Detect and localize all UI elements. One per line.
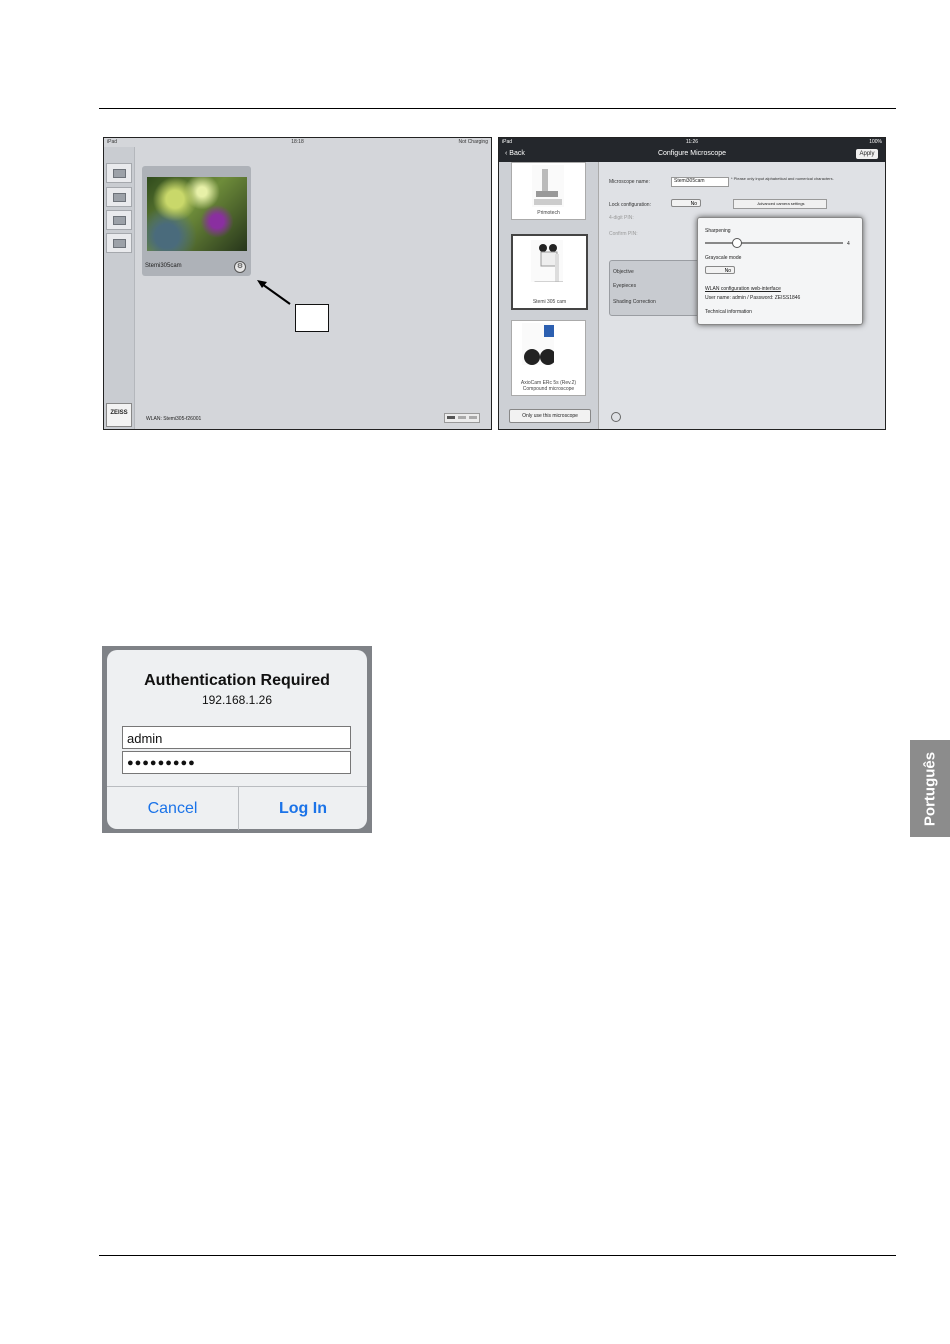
- microscope-name-label: Microscope name:: [609, 179, 650, 185]
- slider-knob[interactable]: [732, 238, 742, 248]
- advanced-camera-settings-button[interactable]: Advanced camera settings: [733, 199, 827, 209]
- clock: 11:26: [685, 139, 699, 145]
- battery-status: 100%: [869, 139, 882, 145]
- chevron-left-icon: ‹: [505, 150, 510, 157]
- zeiss-logo: ZEISS: [106, 403, 132, 427]
- credentials-text: User name: admin / Password: ZEISS1846: [705, 295, 801, 301]
- microscope-name-field[interactable]: Stemi305cam: [671, 177, 729, 187]
- shading-correction-label: Shading Correction: [613, 299, 656, 305]
- bottom-rule: [99, 1255, 896, 1256]
- microscope-icon: [113, 169, 126, 178]
- view-mode-toggle[interactable]: [444, 413, 480, 423]
- camera-name: Stemi305cam: [145, 263, 182, 269]
- sharpening-slider[interactable]: [705, 242, 843, 244]
- sidebar-item-microscope[interactable]: [106, 163, 132, 183]
- nav-bar: [499, 138, 885, 162]
- device-label: iPad: [107, 139, 118, 145]
- sharpening-label: Sharpening: [705, 228, 731, 234]
- language-label: Português: [921, 751, 939, 826]
- status-bar: [104, 138, 491, 147]
- advanced-settings-popover: [697, 217, 863, 325]
- objective-label: Objective: [613, 269, 634, 275]
- auth-dialog: [107, 650, 367, 829]
- callout-number-box: [295, 304, 329, 332]
- grayscale-toggle[interactable]: No: [705, 266, 735, 274]
- sidebar-item-settings[interactable]: [106, 233, 132, 253]
- camera-image: [522, 323, 554, 365]
- auth-dialog-screenshot: [102, 646, 372, 833]
- left-ipad-screenshot: [103, 137, 492, 430]
- pin-label: 4-digit PIN:: [609, 215, 634, 221]
- settings-icon: [113, 239, 126, 248]
- language-tab: [910, 740, 950, 837]
- sharpening-value: 4: [847, 241, 850, 247]
- lock-configuration-toggle[interactable]: No: [671, 199, 701, 207]
- microscope-label: AxioCam ERc 5s (Rev.2) Compound microscope: [520, 380, 577, 392]
- wlan-status: WLAN: Stemi305-f26001: [146, 416, 202, 422]
- microscope-card-stemi[interactable]: [511, 234, 588, 310]
- globe-icon[interactable]: [611, 412, 621, 422]
- microscope-list: [499, 162, 599, 429]
- cancel-button[interactable]: Cancel: [147, 800, 198, 817]
- eyepieces-label: Eyepieces: [613, 283, 637, 289]
- clock: 18:18: [291, 139, 304, 145]
- image-icon: [113, 216, 126, 225]
- callout-arrow: [254, 278, 294, 308]
- right-ipad-screenshot: [498, 137, 886, 430]
- page-title: Configure Microscope: [657, 150, 727, 157]
- battery-status: Not Charging: [458, 139, 488, 145]
- apply-button[interactable]: Apply: [856, 149, 878, 159]
- sidebar-item-camera[interactable]: [106, 187, 132, 207]
- technical-information-label[interactable]: Technical information: [705, 309, 752, 315]
- sidebar-item-gallery[interactable]: [106, 210, 132, 230]
- grayscale-label: Grayscale mode: [705, 255, 742, 261]
- dialog-buttons: [107, 786, 367, 830]
- camera-preview-image[interactable]: [147, 177, 247, 251]
- dialog-title: Authentication Required: [144, 672, 330, 689]
- dialog-ip: 192.168.1.26: [201, 693, 273, 707]
- device-label: iPad: [502, 139, 513, 145]
- camera-tile[interactable]: [142, 166, 251, 276]
- only-use-this-microscope-button[interactable]: Only use this microscope: [509, 409, 591, 423]
- name-hint: * Please only input alphabetical and numerical characters.: [731, 176, 834, 181]
- microscope-card-axiocam[interactable]: [511, 320, 586, 396]
- top-rule: [99, 108, 896, 109]
- lock-configuration-label: Lock configuration:: [609, 202, 651, 208]
- gear-icon[interactable]: ⚙: [234, 261, 246, 273]
- microscope-image: [532, 165, 564, 207]
- sidebar: [104, 147, 135, 429]
- username-field[interactable]: admin: [122, 726, 351, 749]
- confirm-pin-label: Confirm PIN:: [609, 231, 638, 237]
- status-bar: [499, 138, 885, 146]
- microscope-label: Stemi 305 cam: [532, 299, 567, 305]
- microscope-label: Primotech: [537, 210, 560, 216]
- wlan-config-link[interactable]: WLAN configuration web-interface: [705, 286, 781, 292]
- optics-panel: [609, 260, 701, 316]
- password-field[interactable]: ●●●●●●●●●: [122, 751, 351, 774]
- microscope-image: [531, 240, 563, 282]
- camera-icon: [113, 193, 126, 202]
- microscope-card-primotech[interactable]: [511, 162, 586, 220]
- back-label: Back: [509, 150, 525, 157]
- log-in-button[interactable]: Log In: [279, 800, 327, 817]
